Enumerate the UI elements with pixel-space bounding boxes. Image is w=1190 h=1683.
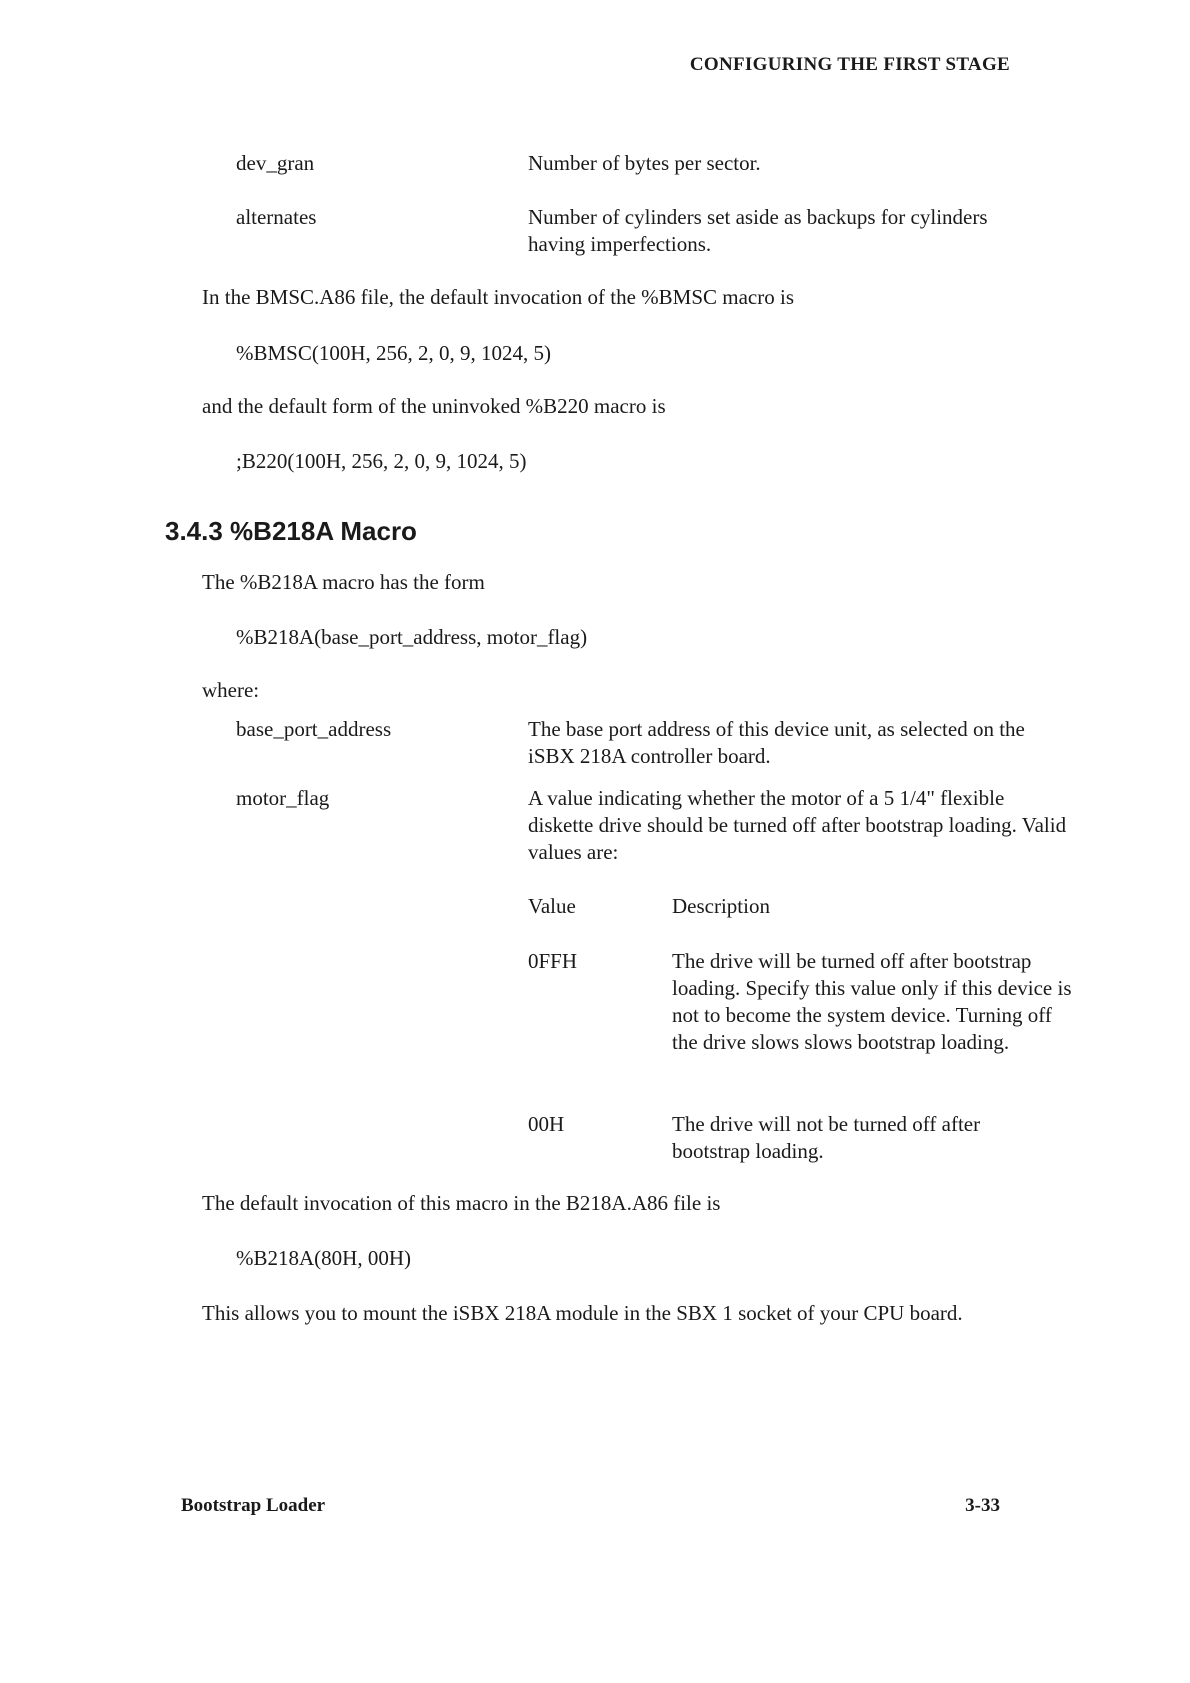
paragraph-default-invocation: The default invocation of this macro in the B218A.A86 file is bbox=[202, 1191, 721, 1215]
param-name-motor-flag: motor_flag bbox=[236, 786, 330, 810]
page-number: 3-33 bbox=[965, 1495, 1000, 1516]
code-b220-uninvoked: ;B220(100H, 256, 2, 0, 9, 1024, 5) bbox=[236, 449, 527, 473]
param-desc-motor-flag: A value indicating whether the motor of a 5 1/4" flexible diskette drive should be turned off after bootstrap loading. Valid values are: bbox=[528, 786, 1067, 864]
table-value-0ffh: 0FFH bbox=[528, 949, 578, 973]
paragraph-bmsc-file: In the BMSC.A86 file, the default invocation of the %BMSC macro is bbox=[202, 285, 794, 309]
table-desc-0ffh: The drive will be turned off after bootstrap loading. Specify this value only if this device is not to become the system device. Turning off the drive slows slows bootstrap loading. bbox=[672, 949, 1072, 1054]
param-name-dev-gran: dev_gran bbox=[236, 151, 315, 175]
code-bmsc-invocation: %BMSC(100H, 256, 2, 0, 9, 1024, 5) bbox=[236, 341, 552, 365]
paragraph-b218a-form: The %B218A macro has the form bbox=[202, 570, 485, 594]
param-desc-dev-gran: Number of bytes per sector. bbox=[528, 151, 761, 175]
section-heading: 3.4.3 %B218A Macro bbox=[165, 516, 417, 546]
code-b218a-default: %B218A(80H, 00H) bbox=[236, 1246, 411, 1270]
running-header: CONFIGURING THE FIRST STAGE bbox=[689, 54, 1010, 75]
table-header-description: Description bbox=[672, 894, 770, 918]
where-label: where: bbox=[202, 678, 260, 702]
param-desc-base-port-address: The base port address of this device unit, as selected on the iSBX 218A controller board. bbox=[528, 717, 1025, 768]
paragraph-sbx-socket: This allows you to mount the iSBX 218A module in the SBX 1 socket of your CPU board. bbox=[202, 1301, 963, 1325]
param-name-alternates: alternates bbox=[236, 205, 317, 229]
footer-title: Bootstrap Loader bbox=[181, 1495, 326, 1516]
code-b218a-form: %B218A(base_port_address, motor_flag) bbox=[236, 625, 588, 649]
table-desc-00h: The drive will not be turned off after bootstrap loading. bbox=[672, 1112, 981, 1163]
param-desc-alternates: Number of cylinders set aside as backups for cylinders having imperfections. bbox=[528, 205, 988, 256]
param-name-base-port-address: base_port_address bbox=[236, 717, 392, 741]
paragraph-b220-default: and the default form of the uninvoked %B220 macro is bbox=[202, 394, 666, 418]
table-value-00h: 00H bbox=[528, 1112, 565, 1136]
table-header-value: Value bbox=[528, 894, 576, 918]
